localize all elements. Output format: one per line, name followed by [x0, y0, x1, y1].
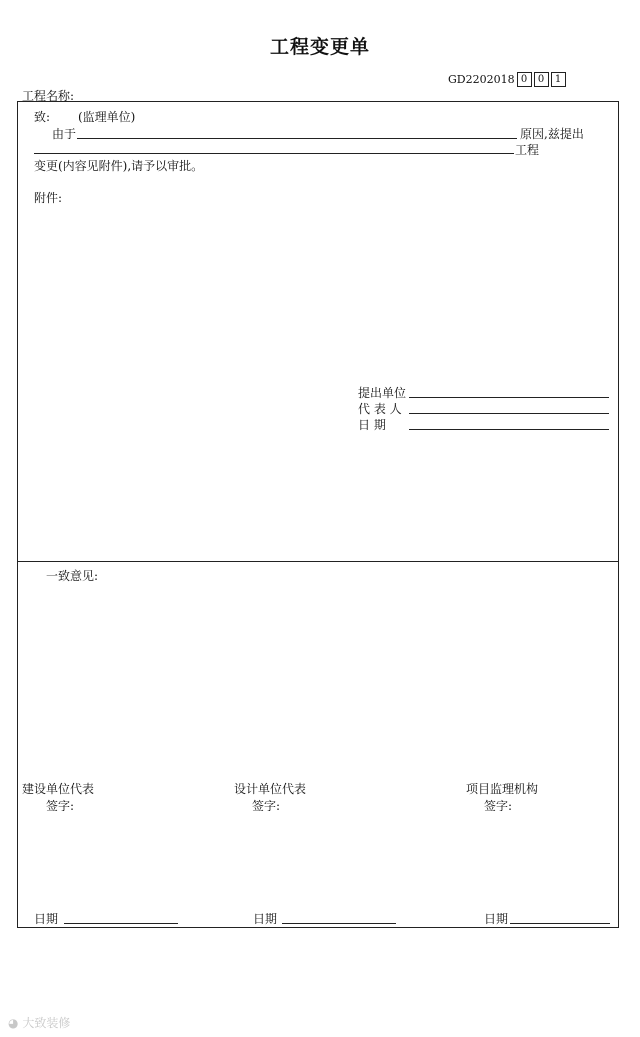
signer-role-construction: 建设单位代表	[22, 782, 95, 796]
submitter-date-field[interactable]	[409, 429, 609, 430]
signer-date-label: 日期	[484, 912, 509, 926]
supervisor-label: (监理单位)	[78, 110, 136, 124]
submitter-unit-label: 提出单位	[358, 386, 407, 400]
consensus-label: 一致意见:	[46, 569, 99, 583]
to-label: 致:	[34, 110, 51, 124]
submitter-unit-field[interactable]	[409, 397, 609, 398]
project-field[interactable]	[34, 153, 514, 154]
signer-date-field[interactable]	[510, 923, 610, 924]
reason-suffix: 原因,兹提出	[520, 127, 584, 141]
form-title: 工程变更单	[269, 36, 370, 58]
submitter-rep-label: 代 表 人	[358, 402, 402, 416]
code-digit-box: 0	[517, 72, 532, 87]
section-divider	[17, 561, 619, 562]
form-frame	[17, 101, 619, 928]
reason-field[interactable]	[77, 138, 517, 139]
project-name-label: 工程名称:	[22, 89, 75, 103]
attachment-label: 附件:	[34, 191, 63, 205]
signer-date-field[interactable]	[282, 923, 396, 924]
submitter-rep-field[interactable]	[409, 413, 609, 414]
signer-role-design: 设计单位代表	[234, 782, 307, 796]
signer-date-label: 日期	[253, 912, 278, 926]
project-suffix: 工程	[515, 143, 540, 157]
signer-sign-label: 签字:	[252, 799, 281, 813]
watermark	[8, 1014, 70, 1031]
watermark-text: 大致装修	[22, 1016, 71, 1030]
code-prefix: GD2202018	[448, 73, 515, 86]
signer-date-field[interactable]	[64, 923, 178, 924]
weibo-logo-icon: ◕	[8, 1016, 19, 1030]
form-code	[448, 72, 566, 87]
signer-sign-label: 签字:	[46, 799, 75, 813]
signer-date-label: 日期	[34, 912, 59, 926]
reason-prefix: 由于	[52, 127, 77, 141]
signer-role-supervision: 项目监理机构	[466, 782, 539, 796]
code-digit-box: 0	[534, 72, 549, 87]
submitter-date-label: 日 期	[358, 418, 386, 432]
change-text: 变更(内容见附件),请予以审批。	[34, 159, 204, 173]
code-digit-box: 1	[551, 72, 566, 87]
signer-sign-label: 签字:	[484, 799, 513, 813]
